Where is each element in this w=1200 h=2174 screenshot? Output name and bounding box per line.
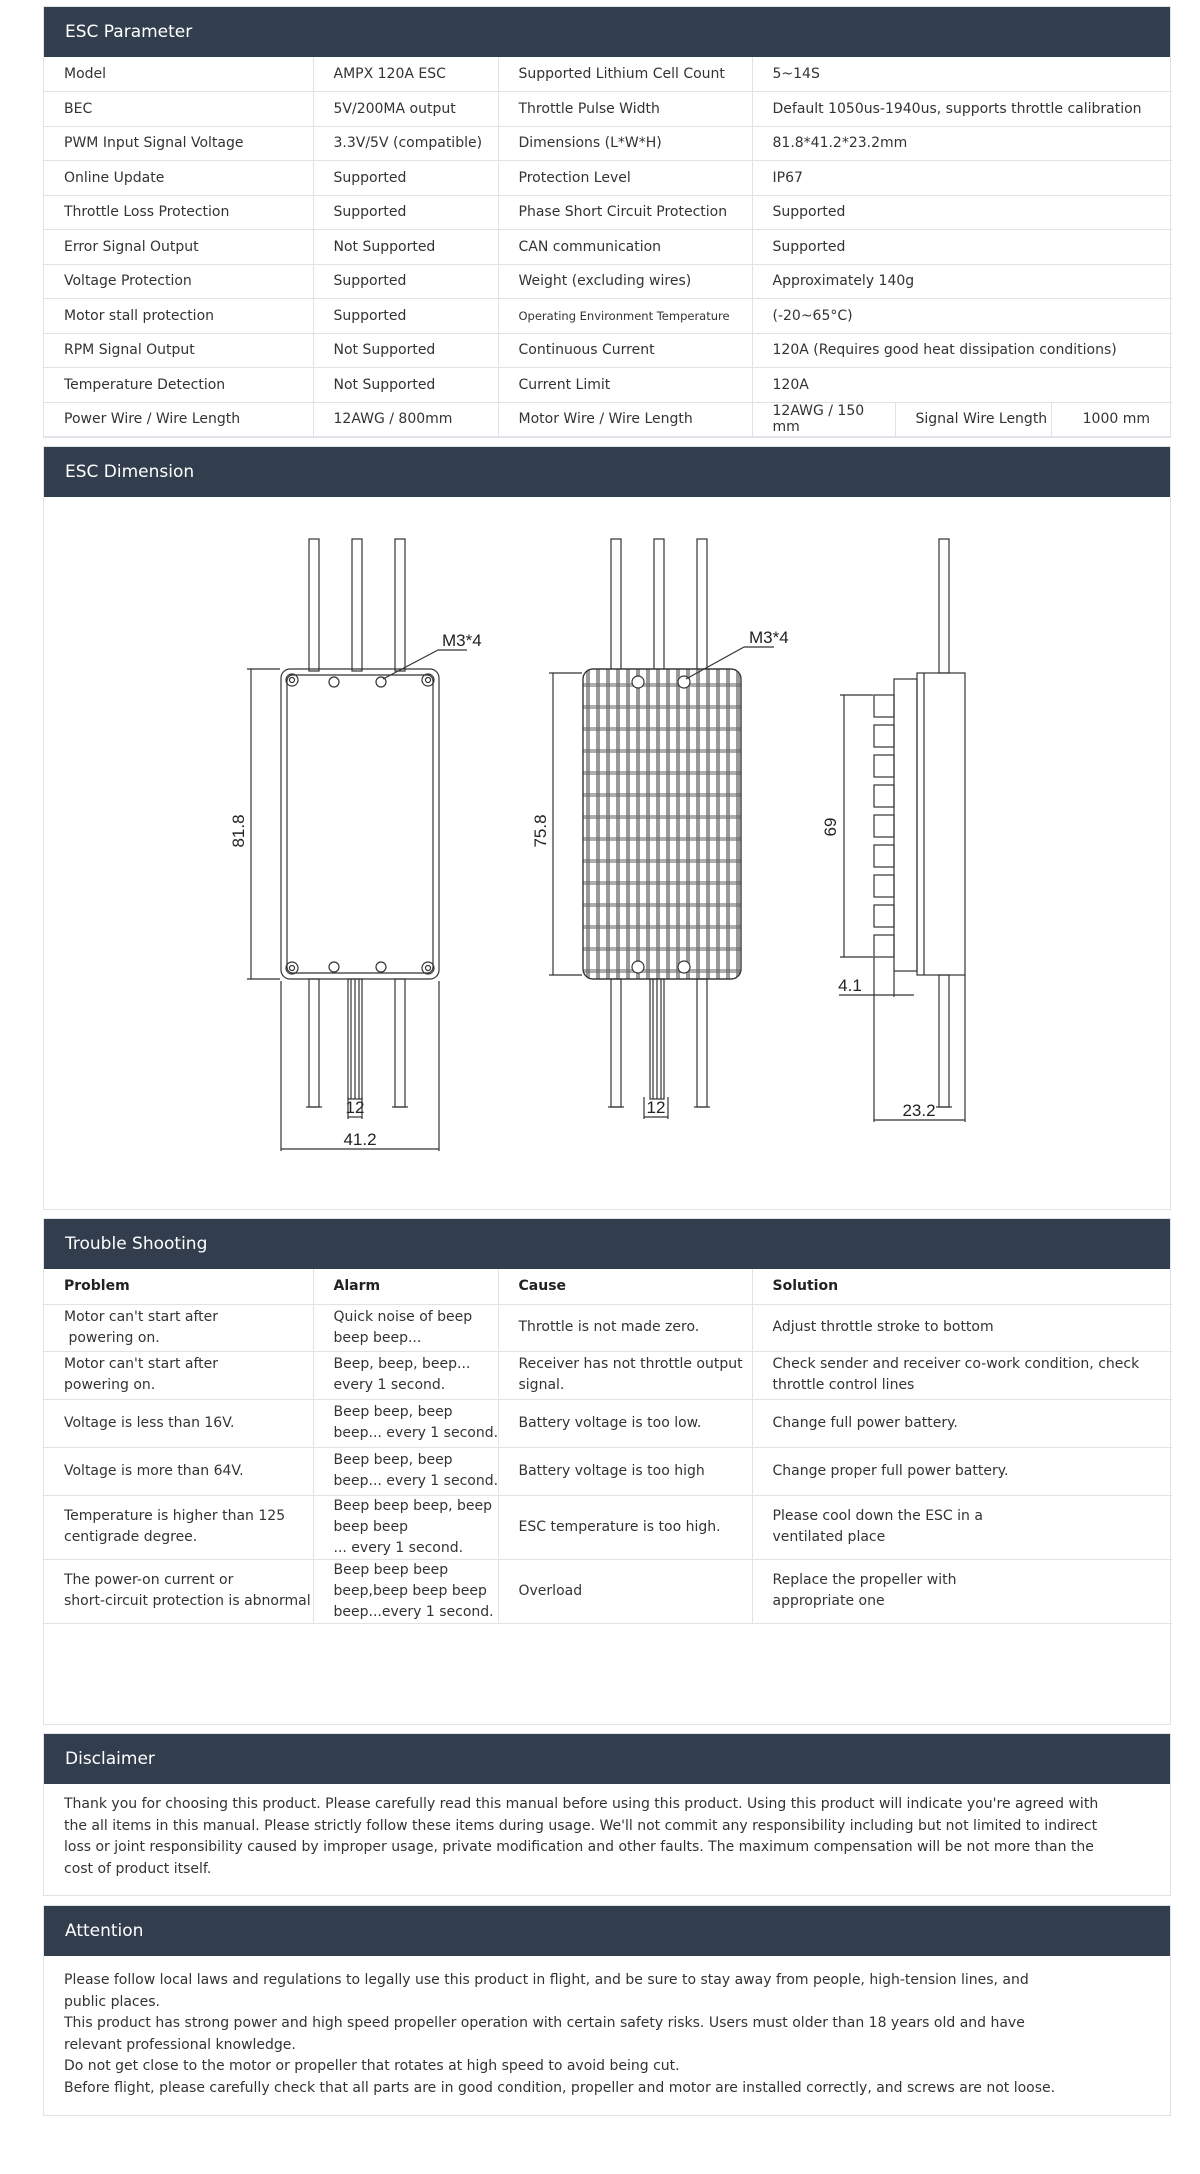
trouble-row [44, 1447, 1172, 1495]
param-row [44, 57, 1172, 92]
param-label: Motor stall protection [44, 299, 313, 334]
trouble-cause-cell [498, 1559, 752, 1623]
param-row [44, 299, 1172, 334]
disclaimer-line: loss or joint responsibility caused by improper usage, private modification and other faults. The maximum compensation will be not more than the [64, 1839, 1094, 1855]
trouble-cause-cell [498, 1447, 752, 1495]
param-value: Not Supported [313, 230, 498, 265]
disclaimer-header: Disclaimer [44, 1734, 1170, 1784]
trouble-alarm-cell [313, 1559, 498, 1623]
param-value: 5V/200MA output [313, 92, 498, 127]
param-value: Supported [313, 299, 498, 334]
trouble-row [44, 1351, 1172, 1399]
param-row [44, 333, 1172, 368]
param-label: Weight (excluding wires) [498, 264, 752, 299]
trouble-alarm-line: Quick noise of beep [333, 1308, 473, 1325]
trouble-alarm-line: beep,beep beep beep [333, 1582, 487, 1599]
trouble-alarm-cell [313, 1351, 498, 1399]
trouble-alarm-line: Beep beep, beep [333, 1404, 453, 1420]
disclaimer-text [44, 1784, 1170, 1880]
cause-header: Cause [498, 1269, 752, 1304]
trouble-shooting-table [44, 1269, 1172, 1624]
param-cell: 12AWG / 150 mm [752, 403, 895, 437]
attention-line: This product has strong power and high speed propeller operation with certain safety risks. Users must older than 18 years old and have [64, 2015, 1025, 2031]
param-value: IP67 [752, 161, 1172, 196]
param-value: Default 1050us-1940us, supports throttle calibration [752, 92, 1172, 127]
trouble-problem-line: Voltage is less than 16V. [64, 1414, 235, 1431]
trouble-cause-cell [498, 1351, 752, 1399]
param-cell: Signal Wire Length [895, 403, 1051, 437]
trouble-row [44, 1304, 1172, 1351]
trouble-alarm-cell [313, 1304, 498, 1351]
param-row [44, 230, 1172, 265]
trouble-problem-line: powering on. [64, 1329, 160, 1346]
trouble-solution-line: Check sender and receiver co-work condition, check [772, 1356, 1140, 1372]
trouble-solution-cell [752, 1495, 1172, 1559]
param-row [44, 161, 1172, 196]
trouble-shooting-section [43, 1218, 1171, 1725]
front-view [247, 539, 467, 1151]
trouble-alarm-line: Beep beep, beep [333, 1452, 453, 1468]
attention-line: public places. [64, 1993, 160, 2010]
trouble-problem-line: Temperature is higher than 125 [64, 1508, 286, 1524]
disclaimer-line: Thank you for choosing this product. Please carefully read this manual before using this product. Using this product will indicate you're agreed with [64, 1796, 1099, 1812]
param-label: PWM Input Signal Voltage [44, 126, 313, 161]
attention-line: Do not get close to the motor or propeller that rotates at high speed to avoid being cut. [64, 2058, 680, 2074]
attention-line: relevant professional knowledge. [64, 2036, 296, 2053]
trouble-solution-cell [752, 1304, 1172, 1351]
trouble-problem-line: The power-on current or [64, 1572, 234, 1588]
param-row [44, 368, 1172, 403]
side-offset-label: 4.1 [838, 976, 862, 995]
trouble-alarm-line: Beep, beep, beep... [333, 1356, 471, 1372]
trouble-solution-cell [752, 1559, 1172, 1623]
param-label: Protection Level [498, 161, 752, 196]
trouble-problem-cell [44, 1304, 313, 1351]
param-cell: 12AWG / 800mm [313, 403, 498, 437]
trouble-alarm-line: ... every 1 second. [333, 1539, 464, 1556]
trouble-problem-cell [44, 1399, 313, 1447]
trouble-problem-cell [44, 1351, 313, 1399]
param-label: Throttle Pulse Width [498, 92, 752, 127]
param-cell: Motor Wire / Wire Length [498, 403, 752, 437]
width-label-front: 41.2 [343, 1130, 377, 1149]
param-value: Supported [313, 195, 498, 230]
side-view [839, 539, 965, 1122]
wire-gap-label-front: 12 [345, 1098, 365, 1117]
param-label: BEC [44, 92, 313, 127]
trouble-alarm-line: every 1 second. [333, 1377, 446, 1393]
length-label-side: 69 [821, 817, 840, 837]
m3-label-front: M3*4 [442, 631, 482, 650]
param-value: Not Supported [313, 333, 498, 368]
trouble-solution-line: Change proper full power battery. [772, 1462, 1009, 1479]
trouble-cause-line: Throttle is not made zero. [518, 1319, 700, 1335]
trouble-solution-line: Replace the propeller with [772, 1572, 957, 1588]
solution-header: Solution [752, 1269, 1172, 1304]
param-label: Error Signal Output [44, 230, 313, 265]
trouble-problem-line: powering on. [64, 1377, 156, 1393]
trouble-shooting-header: Trouble Shooting [44, 1219, 1170, 1269]
attention-text [44, 1956, 1170, 2099]
attention-header: Attention [44, 1906, 1170, 1956]
param-label: Continuous Current [498, 333, 752, 368]
length-label-middle: 75.8 [531, 814, 550, 848]
trouble-solution-line: Adjust throttle stroke to bottom [772, 1319, 994, 1335]
param-value: 120A (Requires good heat dissipation conditions) [752, 333, 1172, 368]
trouble-cause-cell [498, 1495, 752, 1559]
trouble-solution-line: appropriate one [772, 1593, 885, 1609]
trouble-problem-line: short-circuit protection is abnormal [64, 1593, 311, 1609]
param-cell: 1000 mm [1051, 403, 1172, 437]
esc-dimension-section [43, 446, 1171, 1210]
param-value: Supported [752, 230, 1172, 265]
param-row [44, 92, 1172, 127]
param-label: RPM Signal Output [44, 333, 313, 368]
m3-label-middle: M3*4 [749, 628, 789, 647]
trouble-cause-cell [498, 1399, 752, 1447]
trouble-cause-cell [498, 1304, 752, 1351]
trouble-solution-cell [752, 1447, 1172, 1495]
trouble-problem-cell [44, 1559, 313, 1623]
attention-section [43, 1905, 1171, 2116]
trouble-alarm-line: beep beep... [333, 1329, 422, 1346]
trouble-problem-cell [44, 1447, 313, 1495]
param-label: Current Limit [498, 368, 752, 403]
problem-header: Problem [44, 1269, 313, 1304]
trouble-cause-line: ESC temperature is too high. [518, 1518, 721, 1535]
trouble-cause-line: Overload [518, 1582, 583, 1599]
wire-gap-label-middle: 12 [646, 1098, 666, 1117]
trouble-alarm-cell [313, 1399, 498, 1447]
param-value: (-20~65°C) [752, 299, 1172, 334]
esc-parameter-table [44, 57, 1172, 403]
param-value: 5~14S [752, 57, 1172, 92]
param-label: Model [44, 57, 313, 92]
param-row [44, 264, 1172, 299]
trouble-alarm-line: beep...every 1 second. [333, 1603, 494, 1620]
trouble-cause-line: Battery voltage is too high [518, 1462, 705, 1479]
param-value: AMPX 120A ESC [313, 57, 498, 92]
trouble-solution-line: Change full power battery. [772, 1414, 958, 1431]
param-value: Supported [752, 195, 1172, 230]
trouble-cause-line: signal. [518, 1377, 565, 1393]
alarm-header: Alarm [313, 1269, 498, 1304]
param-value: Supported [313, 264, 498, 299]
trouble-row [44, 1559, 1172, 1623]
trouble-alarm-line: Beep beep beep [333, 1561, 449, 1578]
param-label: Operating Environment Temperature [498, 299, 752, 334]
esc-parameter-last-row [44, 403, 1172, 438]
param-label: Phase Short Circuit Protection [498, 195, 752, 230]
esc-dimension-drawing [44, 497, 1170, 1209]
param-value: 3.3V/5V (compatible) [313, 126, 498, 161]
trouble-alarm-line: Beep beep beep, beep [333, 1497, 493, 1514]
param-cell: Power Wire / Wire Length [44, 403, 313, 437]
trouble-alarm-line: beep... every 1 second. [333, 1473, 499, 1489]
disclaimer-section [43, 1733, 1171, 1896]
param-label: CAN communication [498, 230, 752, 265]
attention-line: Please follow local laws and regulations to legally use this product in flight, and be sure to stay away from people, high-tension lines, and [64, 1972, 1029, 1988]
param-value: Approximately 140g [752, 264, 1172, 299]
param-value: 120A [752, 368, 1172, 403]
trouble-header-row [44, 1269, 1172, 1304]
param-label: Supported Lithium Cell Count [498, 57, 752, 92]
trouble-problem-line: Motor can't start after [64, 1308, 219, 1325]
param-row-wires [44, 403, 1172, 437]
trouble-cause-line: Battery voltage is too low. [518, 1414, 702, 1431]
trouble-solution-line: Please cool down the ESC in a [772, 1508, 983, 1524]
trouble-solution-cell [752, 1399, 1172, 1447]
trouble-solution-cell [752, 1351, 1172, 1399]
trouble-problem-line: Motor can't start after [64, 1356, 219, 1372]
trouble-row [44, 1399, 1172, 1447]
trouble-problem-line: centigrade degree. [64, 1529, 198, 1545]
param-label: Dimensions (L*W*H) [498, 126, 752, 161]
param-label: Online Update [44, 161, 313, 196]
esc-dimension-header: ESC Dimension [44, 447, 1170, 497]
trouble-alarm-line: beep beep [333, 1518, 408, 1535]
param-label: Throttle Loss Protection [44, 195, 313, 230]
param-value: 81.8*41.2*23.2mm [752, 126, 1172, 161]
trouble-alarm-line: beep... every 1 second. [333, 1425, 499, 1441]
disclaimer-line: cost of product itself. [64, 1860, 212, 1877]
trouble-solution-line: ventilated place [772, 1529, 886, 1545]
attention-line: Before flight, please carefully check that all parts are in good condition, propeller and motor are installed correctly, and screws are not loose. [64, 2079, 1056, 2096]
trouble-cause-line: Receiver has not throttle output [518, 1356, 743, 1372]
param-value: Supported [313, 161, 498, 196]
esc-parameter-section [43, 6, 1171, 438]
length-label-front: 81.8 [229, 814, 248, 848]
trouble-problem-line: Voltage is more than 64V. [64, 1462, 244, 1479]
param-row [44, 195, 1172, 230]
disclaimer-line: the all items in this manual. Please strictly follow these items during usage. We'll not commit any responsibility including but not limited to indirect [64, 1817, 1098, 1834]
heatsink-view [549, 539, 774, 1119]
param-row [44, 126, 1172, 161]
param-label: Voltage Protection [44, 264, 313, 299]
trouble-problem-cell [44, 1495, 313, 1559]
trouble-solution-line: throttle control lines [772, 1377, 915, 1393]
param-value: Not Supported [313, 368, 498, 403]
trouble-row [44, 1495, 1172, 1559]
trouble-alarm-cell [313, 1495, 498, 1559]
param-label: Temperature Detection [44, 368, 313, 403]
esc-parameter-header: ESC Parameter [44, 7, 1170, 57]
height-label-side: 23.2 [902, 1101, 936, 1120]
trouble-alarm-cell [313, 1447, 498, 1495]
